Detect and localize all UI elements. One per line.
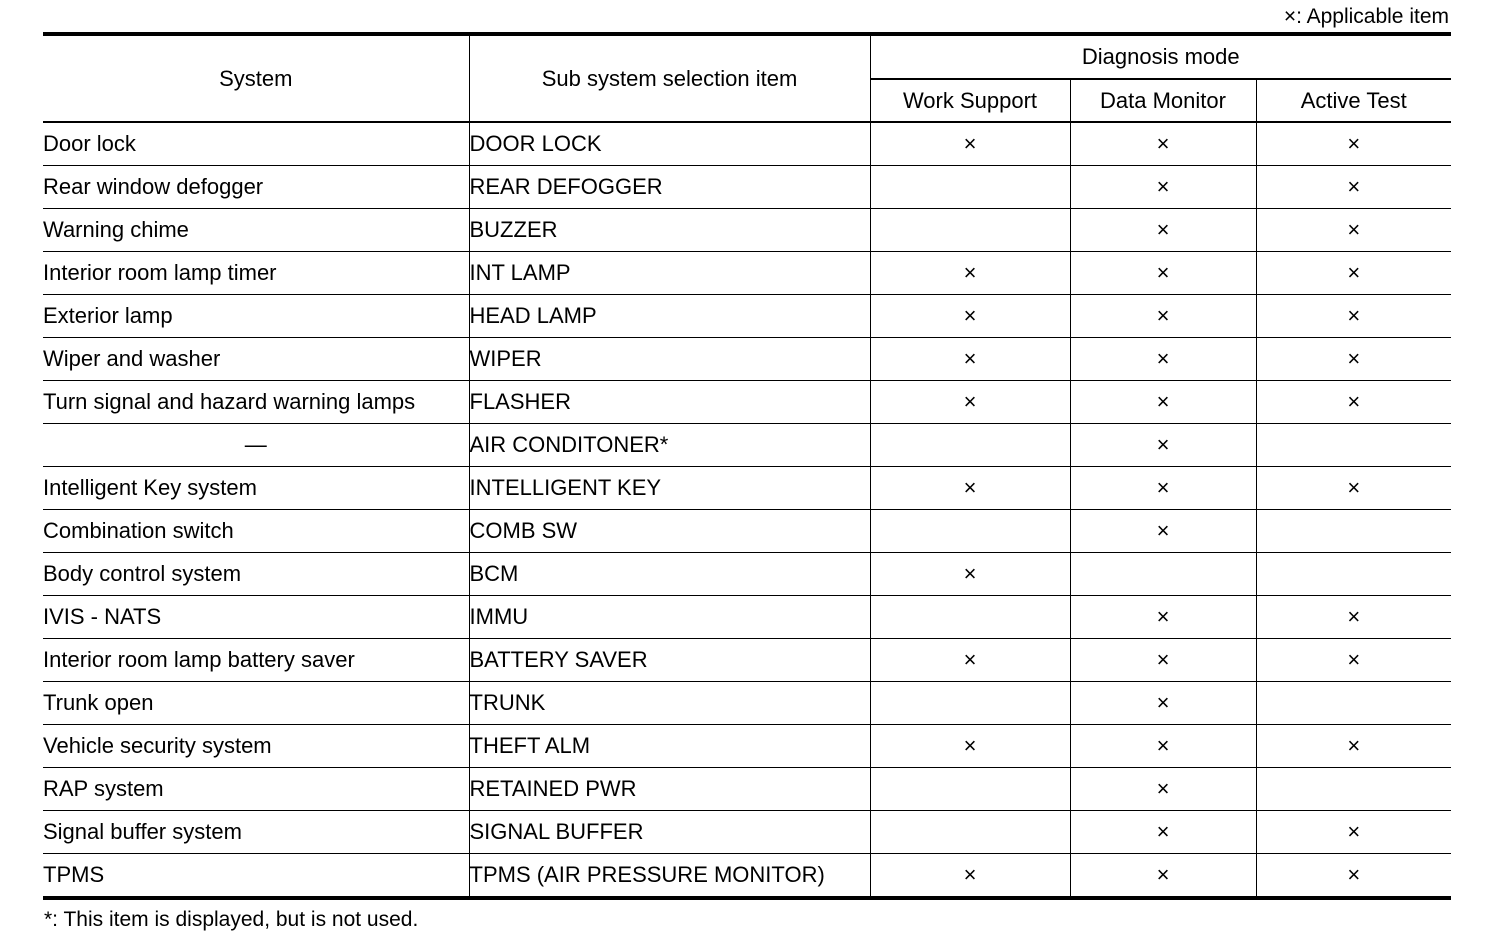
cell-system: RAP system <box>43 768 469 811</box>
cell-data-monitor: × <box>1070 252 1256 295</box>
table-row <box>43 854 1451 899</box>
cell-system: Body control system <box>43 553 469 596</box>
cell-sub-system: REAR DEFOGGER <box>469 166 870 209</box>
cell-active-test: × <box>1256 725 1451 768</box>
cell-active-test <box>1256 510 1451 553</box>
table-row <box>43 596 1451 639</box>
cell-work-support <box>870 166 1070 209</box>
header-data-monitor: Data Monitor <box>1070 79 1256 122</box>
table-body <box>43 122 1451 898</box>
cell-data-monitor: × <box>1070 682 1256 725</box>
cell-data-monitor: × <box>1070 338 1256 381</box>
cell-system: Door lock <box>43 131 136 156</box>
cell-active-test: × <box>1256 596 1451 639</box>
cell-sub-system: IMMU <box>469 596 870 639</box>
cell-system: Intelligent Key system <box>43 467 469 510</box>
cell-system: TPMS <box>43 854 469 899</box>
cell-sub-system: THEFT ALM <box>469 725 870 768</box>
cell-system: Wiper and washer <box>43 338 469 381</box>
header-work-support: Work Support <box>870 79 1070 122</box>
cell-sub-system: TPMS (AIR PRESSURE MONITOR) <box>469 854 870 899</box>
cell-sub-system: WIPER <box>469 338 870 381</box>
cell-work-support <box>870 811 1070 854</box>
cell-data-monitor: × <box>1070 596 1256 639</box>
cell-active-test: × <box>1256 811 1451 854</box>
table-row <box>43 553 1451 596</box>
cell-work-support: × <box>870 381 1070 424</box>
cell-active-test: × <box>1256 295 1451 338</box>
cell-active-test: × <box>1256 252 1451 295</box>
cell-system: Warning chime <box>43 209 469 252</box>
cell-system: IVIS - NATS <box>43 596 469 639</box>
cell-data-monitor: × <box>1070 639 1256 682</box>
cell-work-support: × <box>870 252 1070 295</box>
cell-work-support: × <box>870 467 1070 510</box>
table-row <box>43 381 1451 424</box>
table-row <box>43 424 1451 467</box>
header-active-test: Active Test <box>1256 79 1451 122</box>
table-row <box>43 510 1451 553</box>
table-row <box>43 209 1451 252</box>
table-row <box>43 811 1451 854</box>
table-row <box>43 725 1451 768</box>
table-row <box>43 252 1451 295</box>
diagnosis-mode-table <box>43 32 1451 900</box>
cell-active-test: × <box>1256 467 1451 510</box>
cell-system: Signal buffer system <box>43 811 469 854</box>
table-row <box>43 639 1451 682</box>
table-row <box>43 467 1451 510</box>
cell-active-test: × <box>1256 338 1451 381</box>
cell-system: Trunk open <box>43 682 469 725</box>
cell-work-support: × <box>870 854 1070 899</box>
table-row <box>43 122 1451 166</box>
cell-sub-system: SIGNAL BUFFER <box>469 811 870 854</box>
cell-work-support: × <box>870 122 1070 166</box>
cell-sub-system: RETAINED PWR <box>469 768 870 811</box>
header-diagnosis-mode: Diagnosis mode <box>870 34 1451 79</box>
cell-sub-system: BCM <box>469 553 870 596</box>
cell-active-test: × <box>1256 639 1451 682</box>
cell-work-support <box>870 424 1070 467</box>
cell-sub-system: TRUNK <box>469 682 870 725</box>
cell-system: Combination switch <box>43 510 469 553</box>
cell-data-monitor: × <box>1070 295 1256 338</box>
cell-data-monitor: × <box>1070 811 1256 854</box>
cell-work-support: × <box>870 553 1070 596</box>
table-row <box>43 682 1451 725</box>
cell-data-monitor: × <box>1070 510 1256 553</box>
cell-system: Turn signal and hazard warning lamps <box>43 381 469 424</box>
cell-active-test: × <box>1256 166 1451 209</box>
table-row <box>43 295 1451 338</box>
legend-note: ×: Applicable item <box>1283 5 1449 28</box>
cell-work-support <box>870 596 1070 639</box>
cell-data-monitor: × <box>1070 209 1256 252</box>
cell-data-monitor: × <box>1070 768 1256 811</box>
cell-system: Rear window defogger <box>43 166 469 209</box>
table-row <box>43 166 1451 209</box>
cell-work-support <box>870 209 1070 252</box>
cell-data-monitor: × <box>1070 467 1256 510</box>
cell-system: Interior room lamp timer <box>43 252 469 295</box>
cell-system: Exterior lamp <box>43 295 469 338</box>
header-system: System <box>43 34 469 122</box>
cell-data-monitor: × <box>1070 166 1256 209</box>
cell-active-test: × <box>1256 209 1451 252</box>
cell-work-support <box>870 682 1070 725</box>
cell-sub-system: BATTERY SAVER <box>469 639 870 682</box>
cell-sub-system: INTELLIGENT KEY <box>469 467 870 510</box>
table-row <box>43 338 1451 381</box>
cell-active-test <box>1256 553 1451 596</box>
cell-work-support <box>870 768 1070 811</box>
cell-active-test <box>1256 424 1451 467</box>
footnote: *: This item is displayed, but is not used. <box>44 908 419 931</box>
header-sub-system: Sub system selection item <box>469 34 870 122</box>
cell-work-support: × <box>870 639 1070 682</box>
cell-work-support: × <box>870 338 1070 381</box>
cell-active-test: × <box>1256 122 1451 166</box>
cell-work-support: × <box>870 295 1070 338</box>
cell-system: Vehicle security system <box>43 725 469 768</box>
cell-data-monitor: × <box>1070 725 1256 768</box>
cell-work-support <box>870 510 1070 553</box>
cell-active-test <box>1256 768 1451 811</box>
cell-active-test: × <box>1256 381 1451 424</box>
cell-active-test <box>1256 682 1451 725</box>
cell-sub-system: AIR CONDITONER* <box>469 424 870 467</box>
table-row <box>43 768 1451 811</box>
cell-sub-system: HEAD LAMP <box>469 295 870 338</box>
cell-data-monitor <box>1070 553 1256 596</box>
cell-sub-system: DOOR LOCK <box>469 122 870 166</box>
cell-data-monitor: × <box>1070 122 1256 166</box>
cell-sub-system: INT LAMP <box>469 252 870 295</box>
cell-data-monitor: × <box>1070 854 1256 899</box>
cell-sub-system: COMB SW <box>469 510 870 553</box>
cell-system: — <box>43 424 469 467</box>
cell-system: Interior room lamp battery saver <box>43 639 469 682</box>
cell-sub-system: BUZZER <box>469 209 870 252</box>
cell-sub-system: FLASHER <box>469 381 870 424</box>
cell-data-monitor: × <box>1070 424 1256 467</box>
cell-active-test: × <box>1256 854 1451 899</box>
cell-data-monitor: × <box>1070 381 1256 424</box>
cell-work-support: × <box>870 725 1070 768</box>
